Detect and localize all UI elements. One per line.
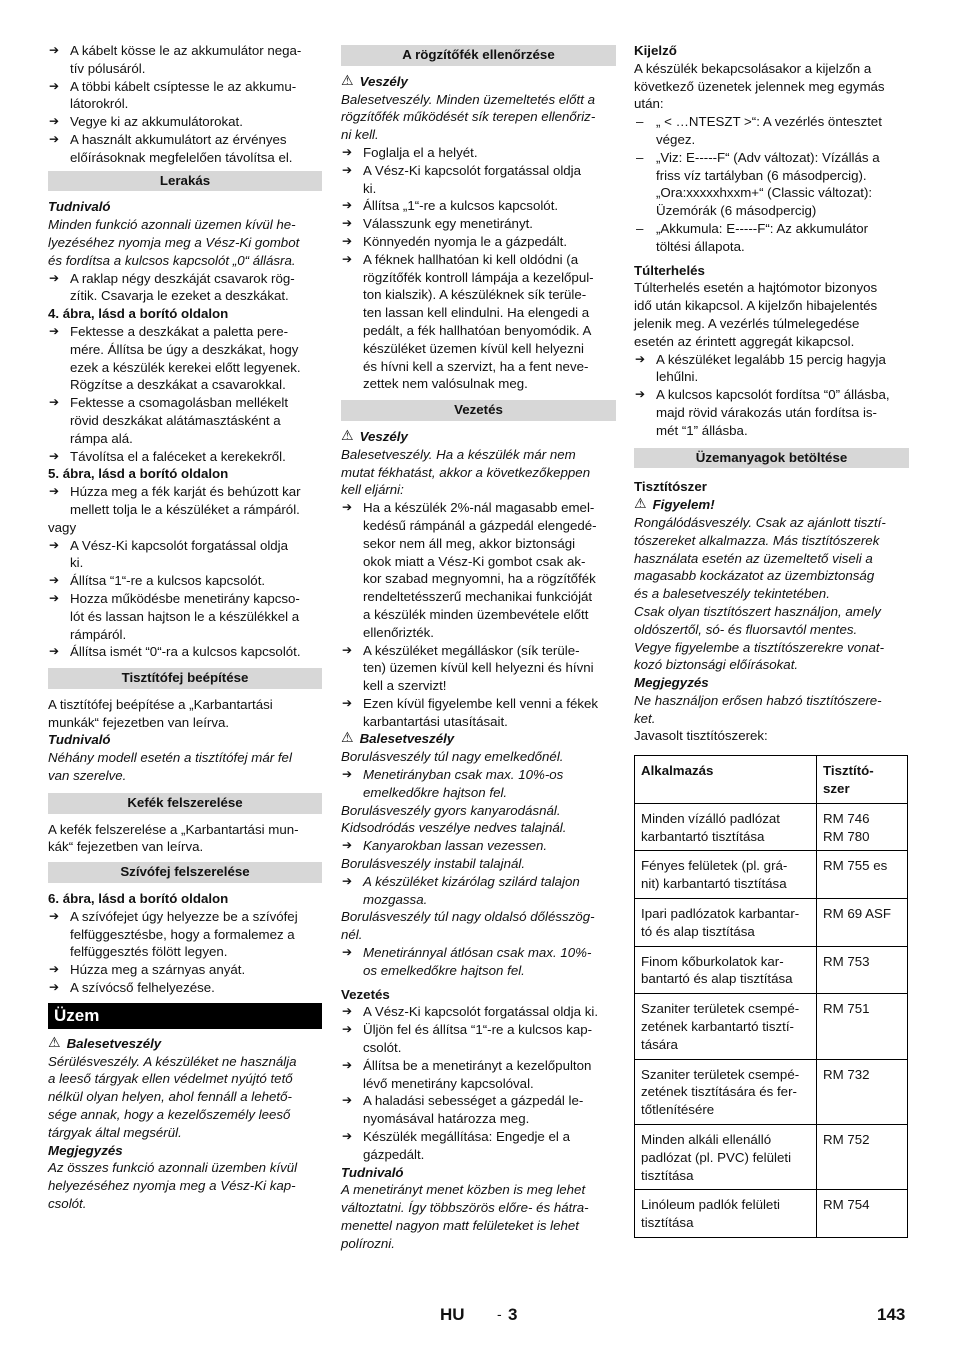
note-label: Tudnivaló (341, 1164, 404, 1180)
step: ➔ A szívófejet úgy helyezze be a szívófej felfüggesztésbe, hogy a formalemez a felfüggesztés fölött legyen. (48, 908, 322, 961)
page-footer (0, 1306, 954, 1330)
dash-item: – „Viz: E-----F“ (Adv változat): Vízállás a friss víz tartályban (6 másodpercig). „Ora:xxxxxhxxm+“ (Classic változat): Üzemórák (6 másodpercig) (634, 149, 909, 220)
dash-list (634, 113, 909, 255)
step: ➔ Húzza meg a szárnyas anyát. (48, 961, 322, 979)
step-list (634, 351, 909, 440)
intro-steps (48, 42, 322, 167)
step: ➔ Állítsa “1“-re a kulcsos kapcsolót. (48, 572, 322, 590)
table-row (635, 899, 908, 947)
warning-triangle-icon: ⚠ (48, 1034, 61, 1051)
table-row (635, 803, 908, 851)
warning-text: Borulásveszély túl nagy oldalsó dőlésszög- nél. (341, 909, 595, 943)
step-list (341, 499, 616, 730)
step: ➔ A Vész-Ki kapcsolót forgatással oldja ki. (48, 537, 322, 573)
step: ➔ A készüléket legalább 15 percig hagyja lehűlni. (634, 351, 909, 387)
step: ➔ Kanyarokban lassan vezessen. (341, 837, 616, 855)
column-right (634, 42, 909, 1238)
step: ➔ Foglalja el a helyét. (341, 144, 616, 162)
column-middle (341, 42, 616, 1253)
step: ➔ Hozza működésbe menetirány kapcso- lót és lassan hajtson le a készülékkel a rámpáról. (48, 590, 322, 643)
section-header-tisztitofej: Tisztítófej beépítése (48, 668, 322, 689)
step: ➔ Könnyedén nyomja le a gázpedált. (341, 233, 616, 251)
step-list (341, 1003, 616, 1163)
table-header-row (635, 756, 908, 804)
warning-heading: ⚠ Veszély (341, 427, 408, 444)
step: ➔ A készüléket megálláskor (sík terüle- ten) üzemen kívül kell helyezni és hívni kell a szervizt! (341, 642, 616, 695)
application-cell: Szaniter területek csempé- zetének tisztítására és fer- tőtlenítésére (635, 1059, 817, 1124)
step: ➔ A szívócső felhelyezése. (48, 979, 322, 997)
cleaner-cell: RM 69 ASF (817, 899, 908, 947)
page-number: 143 (877, 1305, 906, 1324)
subheading-kijelzo: Kijelző (634, 43, 677, 58)
warning-triangle-icon: ⚠ (341, 730, 354, 747)
step: ➔ Menetirányban csak max. 10%-os emelkedőkre hajtson fel. (341, 766, 616, 802)
note-text: Néhány modell esetén a tisztítófej már fel van szerelve. (48, 750, 292, 784)
step: ➔ A Vész-Ki kapcsolót forgatással oldja ki. (341, 1003, 616, 1021)
column-header: Tisztító- szer (817, 756, 908, 804)
application-cell: Ipari padlózatok karbantar- tó és alap tisztítása (635, 899, 817, 947)
column-left (48, 42, 322, 1213)
figure-ref-4: 4. ábra, lásd a borító oldalon (48, 306, 229, 322)
note-label: Tudnivaló (48, 732, 111, 748)
figure-ref-5: 5. ábra, lásd a borító oldalon (48, 466, 229, 482)
cleaner-cell: RM 753 (817, 946, 908, 994)
section-prefix: - (497, 1306, 502, 1322)
section-header-kefek: Kefék felszerelése (48, 793, 322, 814)
warning-text: Balesetveszély. Ha a készülék már nem mutat fékhatást, akkor a következőkeppen kell eljárni: (341, 446, 591, 498)
step: ➔ A használt akkumulátort az érvényes előírásoknak megfelelően távolítsa el. (48, 131, 322, 167)
table-row (635, 1059, 908, 1124)
step: ➔ Készülék megállítása: Engedje el a gázpedált. (341, 1128, 616, 1164)
step: ➔ A készüléket kizárólag szilárd talajon mozgassa. (341, 873, 616, 909)
table-row (635, 946, 908, 994)
warning-heading: ⚠ Figyelem! (634, 496, 715, 513)
section-header-lerakas: Lerakás (48, 171, 322, 192)
step: ➔ A kábelt kösse le az akkumulátor nega- tív pólusáról. (48, 42, 322, 78)
warning-triangle-icon: ⚠ (341, 427, 354, 444)
step-list (48, 323, 322, 465)
warning-triangle-icon: ⚠ (634, 496, 647, 513)
cleaner-cell: RM 755 es (817, 851, 908, 899)
application-cell: Linóleum padlók felületi tisztítása (635, 1190, 817, 1238)
section-header-uzemanyag: Üzemanyagok betöltése (634, 448, 909, 469)
application-cell: Fényes felületek (pl. grá- nit) karbantartó tisztítása (635, 851, 817, 899)
cleaner-cell: RM 751 (817, 994, 908, 1059)
subheading-tulterheles: Túlterhelés (634, 262, 705, 278)
step: ➔ Menetiránnyal átlósan csak max. 10%- os emelkedőkre hajtson fel. (341, 944, 616, 980)
warning-text: Borulásveszély túl nagy emelkedőnél. (341, 749, 564, 765)
cleaner-cell: RM 746 RM 780 (817, 803, 908, 851)
language-code: HU (440, 1305, 465, 1324)
step: ➔ Állítsa be a menetirányt a kezelőpulton lévő menetirány kapcsolóval. (341, 1057, 616, 1093)
step: ➔ A kulcsos kapcsolót fordítsa “0” állásba, majd rövid várakozás után fordítsa is- mét “1” állásba. (634, 386, 909, 439)
application-cell: Szaniter területek csempé- zetének karbantartó tisztí- tására (635, 994, 817, 1059)
application-cell: Minden alkáli ellenálló padlózat (pl. PVC) felületi tisztítása (635, 1125, 817, 1190)
step: ➔ Vegye ki az akkumulátorokat. (48, 113, 322, 131)
step: ➔ A Vész-Ki kapcsolót forgatással oldja ki. (341, 162, 616, 198)
note-text: Az összes funkció azonnali üzemben kívül helyezéséhez nyomja meg a Vész-Ki kap- csolót. (48, 1160, 298, 1212)
paragraph: A készülék bekapcsolásakor a kijelzőn a következő üzenetek jelennek meg egymás után: (634, 60, 885, 112)
table-row (635, 851, 908, 899)
table-row (635, 1125, 908, 1190)
application-cell: Finom kőburkolatok kar- bantartó és alap tisztítása (635, 946, 817, 994)
note-label: Megjegyzés (634, 675, 709, 691)
step: ➔ Fektesse a csomagolásban mellékelt rövid deszkákat alátámasztásként a rámpa alá. (48, 394, 322, 447)
subheading-vezetes: Vezetés (341, 986, 390, 1002)
step-list (48, 908, 322, 997)
step: ➔ A féknek hallhatóan ki kell oldódni (a rögzítőfék kontroll lámpája a kezelőpul- ton kialszik). A készüléknek sík terüle- ten lassan kell elindulni. Ha elengedi a pedált, a fék hallhatóan benyomódik. A készüléket üzemen kívül kell helyezni és hívni kell a szervizt, ha a fent neve- zettek nem valósulnak meg. (341, 251, 616, 393)
cleaner-cell: RM 754 (817, 1190, 908, 1238)
paragraph: A tisztítófej beépítése a „Karbantartási munkák“ fejezetben van leírva. (48, 696, 273, 730)
step-list (341, 144, 616, 393)
step: ➔ Ha a készülék 2%-nál magasabb emel- kedésű rámpánál a gázpedál elengedé- sekor nem áll meg, akkor biztonsági okok miatt a Vész-Ki gombot csak ak- kor szabad megnyomni, ha a rögzítőfék rendeltetésszerű mechanikai funkcióját a készülék minden üzembevétele előtt ellenőrizték. (341, 499, 616, 641)
paragraph: Túlterhelés esetén a hajtómotor bizonyos idő után kikapcsol. A kijelzőn hibajelentés jelenik meg. A vezérlés túlmelegedése esetén az érintett aggregát kikapcsol. (634, 280, 878, 349)
dash-item: – „ < …NTESZT >“: A vezérlés öntesztet végez. (634, 113, 909, 149)
section-header-szivofej: Szívófej felszerelése (48, 862, 322, 883)
chapter-header-uzem: Üzem (48, 1003, 322, 1029)
note-text: Ne használjon erősen habzó tisztítószere- ket. (634, 692, 882, 726)
note-label: Tudnivaló (48, 199, 111, 215)
step: ➔ Húzza meg a fék karját és behúzott kar mellett tolja le a készüléket a rámpáról. (48, 483, 322, 519)
warning-heading: ⚠ Balesetveszély (341, 730, 455, 747)
figure-ref-6: 6. ábra, lásd a borító oldalon (48, 891, 229, 907)
step: ➔ Távolítsa el a faléceket a kerekekről. (48, 448, 322, 466)
warning-text: Borulásveszély instabil talajnál. (341, 856, 526, 872)
step: ➔ Válasszunk egy menetirányt. (341, 215, 616, 233)
table-body (635, 803, 908, 1237)
section-number: 3 (508, 1305, 518, 1324)
cleaner-cell: RM 752 (817, 1125, 908, 1190)
warning-text: Rongálódásveszély. Csak az ajánlott tisztí- tószereket alkalmazza. Más tisztítószerek használata esetén az üzemeltető viseli a magasabb kockázatot az üzembiztonság és a balesetveszély tekintetében. Csak olyan tisztítószert használjon, amely oldószertől, só- és fluorsavtól mentes. Vegye figyelembe a tisztítószerekre vonat- kozó biztonsági előírásokat. (634, 514, 886, 673)
step: ➔ A raklap négy deszkáját csavarok rög- zítik. Csavarja le ezeket a deszkákat. (48, 270, 322, 306)
paragraph: A kefék felszerelése a „Karbantartási mun- kák“ fejezetben van leírva. (48, 821, 299, 855)
subheading-tisztitoszer: Tisztítószer (634, 479, 707, 495)
step: ➔ Állítsa ismét “0“-ra a kulcsos kapcsolót. (48, 643, 322, 661)
section-header-vezetes: Vezetés (341, 400, 616, 421)
cleaner-cell: RM 732 (817, 1059, 908, 1124)
section-header-fek: A rögzítőfék ellenőrzése (341, 45, 616, 66)
step: ➔ Ezen kívül figyelembe kell venni a fékek karbantartási utasításait. (341, 695, 616, 731)
warning-text: Sérülésveszély. A készüléket ne használja a leeső tárgyak ellen védelmet nyújtó tető nélkül olyan helyen, ahol fennáll a lehető- sége annak, hogy a kezelőszemély leeső tárgyak által megsérül. (48, 1053, 297, 1140)
warning-heading: ⚠ Veszély (341, 72, 408, 89)
step: ➔ A haladási sebességet a gázpedál le- nyomásával határozza meg. (341, 1092, 616, 1128)
step: ➔ Üljön fel és állítsa “1“-re a kulcsos kap- csolót. (341, 1021, 616, 1057)
paragraph: Javasolt tisztítószerek: (634, 728, 768, 744)
warning-text: Balesetveszély. Minden üzemeltetés előtt a rögzítőfék működését sík terepen ellenőriz- ni kell. (341, 91, 596, 143)
application-cell: Minden vízálló padlózat karbantartó tisztítása (635, 803, 817, 851)
table-row (635, 994, 908, 1059)
note-text: A menetirányt menet közben is meg lehet változtatni. Így többszörös előre- és hátra- menettel nagyon matt felületeket is lehet polírozni. (341, 1182, 589, 1251)
step-list (48, 537, 322, 662)
step: ➔ Állítsa „1“-re a kulcsos kapcsolót. (341, 197, 616, 215)
cleaner-table (634, 755, 908, 1238)
dash-item: – „Akkumula: E-----F“: Az akkumulátor töltési állapota. (634, 220, 909, 256)
step: ➔ A többi kábelt csíptesse le az akkumu- látorokról. (48, 78, 322, 114)
note-label: Megjegyzés (48, 1142, 123, 1158)
warning-text: Borulásveszély gyors kanyarodásnál. Kidsodródás veszélye nedves talajnál. (341, 802, 567, 836)
or-text: vagy (48, 519, 77, 535)
warning-heading: ⚠ Balesetveszély (48, 1034, 162, 1051)
warning-triangle-icon: ⚠ (341, 72, 354, 89)
column-header: Alkalmazás (635, 756, 817, 804)
step: ➔ Fektesse a deszkákat a paletta pere- mére. Állítsa be úgy a deszkákat, hogy ezek a készülék kerekei előtt legyenek. Rögzítse a deszkákat a csavarokkal. (48, 323, 322, 394)
note-text: Minden funkció azonnali üzemen kívül he- lyezéséhez nyomja meg a Vész-Ki gombot és fordítsa a kulcsos kapcsolót „0“ állásra. (48, 217, 300, 268)
table-row (635, 1190, 908, 1238)
